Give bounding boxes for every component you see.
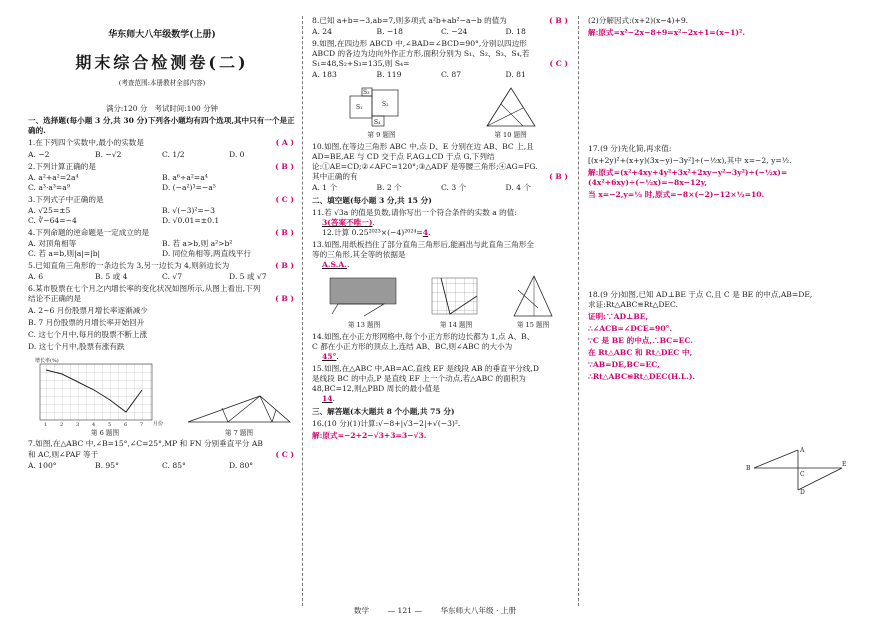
figure-14 bbox=[428, 274, 484, 330]
svg-text:5: 5 bbox=[108, 421, 112, 428]
answer-option: B. 若 a>b,则 a²>b² bbox=[162, 238, 233, 248]
question-text bbox=[312, 332, 570, 352]
question-text-content: 6.某市股票在七个月之内增长率的变化状况如图所示,从图上看出,下列结论不正确的是 bbox=[28, 283, 261, 303]
fill-line bbox=[322, 218, 570, 228]
question-text-content: B. 7 月份股票的月增长率开始回升 bbox=[28, 317, 145, 327]
question-text-content: 17.(9 分)先化简,再求值: bbox=[588, 144, 672, 154]
question-text-content: 8.已知 a+b=−3,ab=7,则多项式 a²b+ab²−a−b 的值为 bbox=[312, 16, 507, 25]
section-heading-content: 二、填空题(每小题 3 分,共 15 分) bbox=[312, 195, 432, 205]
figure-row bbox=[312, 84, 570, 140]
answer-option: B. √(−3)²=−3 bbox=[162, 205, 215, 215]
question-list bbox=[28, 439, 296, 470]
exam-scope: (考查范围:本册教材全部内容) bbox=[118, 78, 206, 87]
page-number: — 121 — bbox=[387, 606, 423, 615]
svg-text:S₂: S₂ bbox=[381, 101, 389, 109]
question-text-content: C. 这七个月中,每月的股票不断上涨 bbox=[28, 329, 148, 339]
section-heading bbox=[28, 116, 296, 136]
punctuation: . bbox=[346, 259, 350, 269]
question-list bbox=[588, 16, 846, 382]
answer-key: ( B ) bbox=[275, 293, 294, 303]
filled-answer: 45° bbox=[322, 351, 337, 361]
answer-option: C. 1/2 bbox=[162, 149, 185, 159]
solution-line bbox=[588, 360, 846, 370]
filled-answer: 14 bbox=[322, 393, 333, 403]
solution-line-content: 证明:∵AD⊥BE, bbox=[588, 312, 649, 322]
svg-text:B: B bbox=[746, 465, 751, 472]
question-text bbox=[588, 156, 846, 166]
solution-line-content: ∵AB=DE,BC=EC, bbox=[588, 360, 660, 370]
question-text-content: 9.如图,在四边形 ABCD 中,∠BAD=∠BCD=90°,分别以四边形 ABCD 的各边为边向外作正方形,面积分别为 S₁、S₂、S₃、S₄,若 S₁=48,S₂+S₃=135,则 S₄= bbox=[312, 39, 530, 69]
svg-text:S₁: S₁ bbox=[355, 104, 363, 112]
solution-line-content: ∵C 是 BE 的中点,∴BC=EC. bbox=[588, 336, 693, 346]
answer-option: A. −2 bbox=[28, 149, 50, 159]
question-text bbox=[28, 439, 296, 459]
answer-key: ( B ) bbox=[275, 227, 294, 237]
answer-options bbox=[28, 272, 296, 282]
answer-option: B. −18 bbox=[376, 27, 403, 37]
answer-option: C. a³·a³=a⁹ bbox=[28, 182, 70, 192]
question-text bbox=[312, 16, 570, 26]
question-text-content: 16.(10 分)(1)计算:√−8+|√3−2|+√(−3)². bbox=[312, 418, 461, 428]
question-text-content: 10.如图,在等边三角形 ABC 中,点 D、E 分别在边 AB、BC 上,且 AD=BE,AE 与 CD 交于点 F,AG⊥CD 于点 G,下列结论:①AE=CD;②∠AFC=120°;③△ADF 是等腰三角形;④AG=FG.其中正确的有 bbox=[312, 141, 538, 181]
question-text-content: 13.如图,用纸板挡住了部分直角三角形后,能画出与此直角三角形全等的三角形,其全等的依据是 bbox=[312, 239, 534, 259]
answer-option: B. 119 bbox=[376, 70, 402, 80]
fill-line bbox=[322, 228, 570, 238]
solution-line bbox=[588, 336, 846, 346]
figure-6 bbox=[30, 356, 180, 438]
figure-14-caption: 第 14 题图 bbox=[439, 320, 473, 329]
answer-options bbox=[312, 183, 570, 193]
question-text bbox=[588, 144, 846, 154]
question-text-content: 1.在下列四个实数中,最小的实数是 bbox=[28, 138, 144, 148]
question-text bbox=[312, 364, 570, 394]
exam-meta: 满分:120 分 考试时间:100 分钟 bbox=[106, 103, 218, 113]
answer-option: A. 对顶角相等 bbox=[28, 238, 77, 248]
answer-option: C. 87 bbox=[441, 70, 462, 80]
question-text bbox=[28, 306, 296, 316]
figure-row bbox=[312, 274, 570, 330]
solution-line-content: 当 x=−2,y=½ 时,原式=−8×(−2)−12×½=10. bbox=[588, 190, 765, 200]
question-text bbox=[28, 284, 296, 304]
solution-line bbox=[312, 431, 570, 441]
question-text bbox=[312, 419, 570, 429]
svg-text:D: D bbox=[800, 489, 805, 496]
solution-line-content: 解:原式=(x²+4xy+4y²+3x²+2xy−y²−3y²)÷(−½x)=(4x²+6xy)÷(−½x)=−8x−12y, bbox=[588, 168, 788, 188]
answer-option: B. −√2 bbox=[95, 149, 122, 159]
answer-options bbox=[28, 150, 296, 160]
svg-text:C: C bbox=[800, 471, 805, 478]
question-text bbox=[312, 208, 570, 218]
question-text bbox=[28, 330, 296, 340]
svg-text:4: 4 bbox=[92, 421, 96, 428]
solution-line bbox=[588, 324, 846, 334]
punctuation: . bbox=[372, 217, 375, 227]
solution-line bbox=[588, 312, 846, 322]
question-list bbox=[28, 116, 296, 351]
figure-10 bbox=[481, 84, 541, 140]
figure-7-caption: 第 7 题图 bbox=[224, 428, 254, 437]
punctuation: . bbox=[336, 351, 339, 361]
answer-options bbox=[28, 173, 296, 193]
fig6-xlabel: 月份 bbox=[153, 420, 164, 427]
figure-9-caption: 第 9 题图 bbox=[367, 131, 396, 140]
answer-key: ( C ) bbox=[275, 194, 294, 204]
question-text-content: [(x+2y)²+(x+y)(3x−y)−3y²]÷(−½x),其中 x=−2, y=½. bbox=[588, 156, 792, 166]
answer-key: ( B ) bbox=[549, 16, 568, 25]
figure-15 bbox=[508, 274, 558, 330]
answer-key: ( B ) bbox=[275, 161, 294, 171]
figure-9 bbox=[342, 84, 422, 140]
answer-option: A. 24 bbox=[312, 27, 332, 37]
answer-option: D. 0 bbox=[229, 149, 245, 159]
question-text-content: 11.若 √3a 的值是负数,请你写出一个符合条件的实数 a 的值: bbox=[312, 207, 517, 217]
answer-option: A. 6 bbox=[28, 271, 44, 281]
column-middle bbox=[312, 14, 570, 441]
page-title: 期末综合检测卷(二) bbox=[75, 52, 249, 72]
answer-option: D. 4 个 bbox=[505, 182, 531, 192]
answer-option: C. 85° bbox=[162, 460, 186, 470]
answer-option: D. 18 bbox=[505, 27, 526, 37]
fig6-ylabel: 增长率(%) bbox=[35, 357, 59, 364]
figure-13-caption: 第 13 题图 bbox=[347, 320, 381, 329]
answer-option: A. √25=±5 bbox=[28, 205, 71, 215]
section-heading-content: 三、解答题(本大题共 8 个小题,共 75 分) bbox=[312, 406, 455, 416]
figure-row bbox=[28, 356, 296, 438]
solution-line-content: 解:原式=x²−2x−8+9=x²−2x+1=(x−1)². bbox=[588, 28, 745, 38]
page-footer bbox=[0, 606, 870, 616]
svg-text:A: A bbox=[800, 447, 805, 454]
column-right bbox=[588, 14, 847, 496]
figure-13 bbox=[324, 274, 404, 330]
answer-options bbox=[28, 206, 296, 226]
question-text-content: 18.(9 分)如图,已知 AD⊥BE 于点 C,且 C 是 BE 的中点,AB=DE,求证:Rt△ABC≌Rt△DEC. bbox=[588, 290, 813, 310]
answer-option: B. 95° bbox=[95, 460, 119, 470]
answer-key: ( A ) bbox=[275, 138, 294, 148]
answer-option: D. 81 bbox=[505, 70, 526, 80]
solution-line bbox=[588, 168, 846, 188]
column-divider bbox=[578, 16, 579, 606]
filled-answer: 4 bbox=[422, 227, 429, 237]
answer-option: D. √0.01=±0.1 bbox=[162, 215, 220, 225]
column-left bbox=[28, 14, 296, 471]
answer-option: B. 5 或 4 bbox=[95, 271, 128, 281]
answer-options bbox=[312, 27, 570, 37]
answer-options bbox=[312, 70, 570, 80]
section-heading bbox=[312, 407, 570, 417]
question-text-content: 5.已知直角三角形的一条边长为 3,另一边长为 4,则斜边长为 bbox=[28, 260, 230, 270]
section-heading-content: 一、选择题(每小题 3 分,共 30 分)下列各小题均有四个选项,其中只有一个是正确的. bbox=[28, 116, 295, 136]
answer-key: ( B ) bbox=[275, 260, 294, 270]
answer-option: A. 1 个 bbox=[312, 182, 338, 192]
question-text-content: (2)分解因式:(x+2)(x−4)+9. bbox=[588, 16, 689, 25]
answer-option: B. 2 个 bbox=[376, 182, 402, 192]
svg-text:2: 2 bbox=[60, 421, 64, 428]
column-divider bbox=[302, 16, 303, 606]
footer-book: 华东师大八年级 · 上册 bbox=[440, 606, 517, 615]
question-text bbox=[312, 142, 570, 182]
book-series: 华东师大八年级数学(上册) bbox=[108, 30, 216, 40]
footer-subject: 数学 bbox=[353, 606, 370, 615]
question-text bbox=[28, 228, 296, 238]
solution-line bbox=[588, 190, 846, 200]
answer-option: A. a²+a²=2a⁴ bbox=[28, 172, 79, 182]
solution-line-content: ∴Rt△ABC≌Rt△DEC(H.L.). bbox=[588, 372, 696, 382]
question-text bbox=[312, 39, 570, 69]
spacer bbox=[588, 200, 846, 288]
question-text bbox=[28, 318, 296, 328]
answer-key: ( B ) bbox=[549, 171, 568, 181]
question-text-content: 7.如图,在△ABC 中,∠B=15°,∠C=25°,MP 和 FN 分别垂直平分 AB 和 AC,则∠PAF 等于 bbox=[28, 439, 263, 459]
question-text bbox=[588, 290, 846, 310]
answer-option: B. a⁶÷a²=a⁴ bbox=[162, 172, 208, 182]
answer-option: D. (−a²)³=−a⁵ bbox=[162, 182, 216, 192]
question-text bbox=[588, 16, 846, 26]
filled-answer: 3(答案不唯一) bbox=[322, 217, 373, 227]
punctuation: . bbox=[428, 227, 431, 237]
answer-option: A. 100° bbox=[28, 460, 57, 470]
answer-option: A. 183 bbox=[312, 70, 337, 80]
answer-option: D. 80° bbox=[229, 460, 254, 470]
svg-text:7: 7 bbox=[140, 421, 144, 428]
question-text bbox=[312, 240, 570, 260]
question-list bbox=[312, 332, 570, 441]
fill-line bbox=[322, 260, 570, 270]
fill-line bbox=[322, 394, 570, 404]
punctuation: . bbox=[332, 393, 335, 403]
question-text bbox=[28, 261, 296, 271]
question-text-content: A. 2~6 月份股票月增长率逐渐减少 bbox=[28, 305, 148, 315]
fill-line bbox=[322, 352, 570, 362]
question-text-content: 4.下列命题的逆命题是一定成立的是 bbox=[28, 227, 150, 237]
question-text-content: 14.如图,在小正方形网格中,每个小正方形的边长都为 1,点 A、B、C 都在小正方形的顶点上,连结 AB、BC,则∠ABC 的大小为 bbox=[312, 331, 535, 351]
filled-answer: A.S.A. bbox=[322, 259, 347, 269]
question-text bbox=[28, 195, 296, 205]
answer-option: C. −24 bbox=[441, 27, 468, 37]
figure-10-caption: 第 10 题图 bbox=[494, 131, 527, 140]
question-list bbox=[312, 142, 570, 270]
svg-text:6: 6 bbox=[124, 421, 128, 428]
answer-options bbox=[28, 461, 296, 471]
question-text-content: 3.下列式子中正确的是 bbox=[28, 194, 104, 204]
svg-text:1: 1 bbox=[44, 421, 48, 428]
solution-line-content: 解:原式=−2+2−√3+3=3−√3. bbox=[312, 430, 427, 440]
spacer bbox=[588, 38, 846, 142]
question-text-content: D. 这七个月中,股票有涨有跌 bbox=[28, 341, 125, 351]
solution-line bbox=[588, 372, 846, 382]
answer-option: C. 3 个 bbox=[441, 182, 467, 192]
solution-line-content: ∴∠ACB=∠DCE=90°. bbox=[588, 324, 673, 334]
question-text bbox=[28, 162, 296, 172]
figure-6-caption: 第 6 题图 bbox=[90, 428, 120, 437]
answer-key: ( C ) bbox=[275, 449, 294, 459]
svg-text:S₃: S₃ bbox=[362, 89, 370, 97]
solution-line-content: 在 Rt△ABC 和 Rt△DEC 中, bbox=[588, 348, 693, 358]
question-text: 12.计算 0.25²⁰²³×(−4)²⁰²⁴= bbox=[322, 227, 423, 237]
question-text-content: 2.下列计算正确的是 bbox=[28, 161, 96, 171]
section-heading bbox=[312, 196, 570, 206]
answer-options bbox=[28, 239, 296, 259]
answer-option: C. 若 a=b,则|a|=|b| bbox=[28, 248, 101, 258]
question-list bbox=[312, 16, 570, 80]
solution-line bbox=[588, 28, 846, 38]
answer-option: D. 同位角相等,两直线平行 bbox=[162, 248, 251, 258]
figure-7 bbox=[184, 388, 294, 438]
figure-15-caption: 第 15 题图 bbox=[516, 320, 550, 329]
answer-key: ( C ) bbox=[549, 59, 568, 69]
answer-option: C. ∛−64=−4 bbox=[28, 215, 77, 225]
svg-text:3: 3 bbox=[76, 421, 80, 428]
svg-text:E: E bbox=[842, 461, 847, 468]
svg-text:S₄: S₄ bbox=[373, 119, 381, 127]
question-text bbox=[28, 138, 296, 148]
figure-18 bbox=[738, 446, 848, 497]
answer-option: D. 5 或 √7 bbox=[229, 271, 267, 281]
answer-option: C. √7 bbox=[162, 271, 183, 281]
question-text bbox=[28, 342, 296, 352]
solution-line bbox=[588, 348, 846, 358]
question-text-content: 15.如图,在△ABC 中,AB=AC,直线 EF 是线段 AB 的垂直平分线,D 是线段 BC 的中点,P 是直线 EF 上一个动点,若△ABC 的面积为 48,BC=12,则△PBD 周长的最小值是 bbox=[312, 363, 539, 393]
